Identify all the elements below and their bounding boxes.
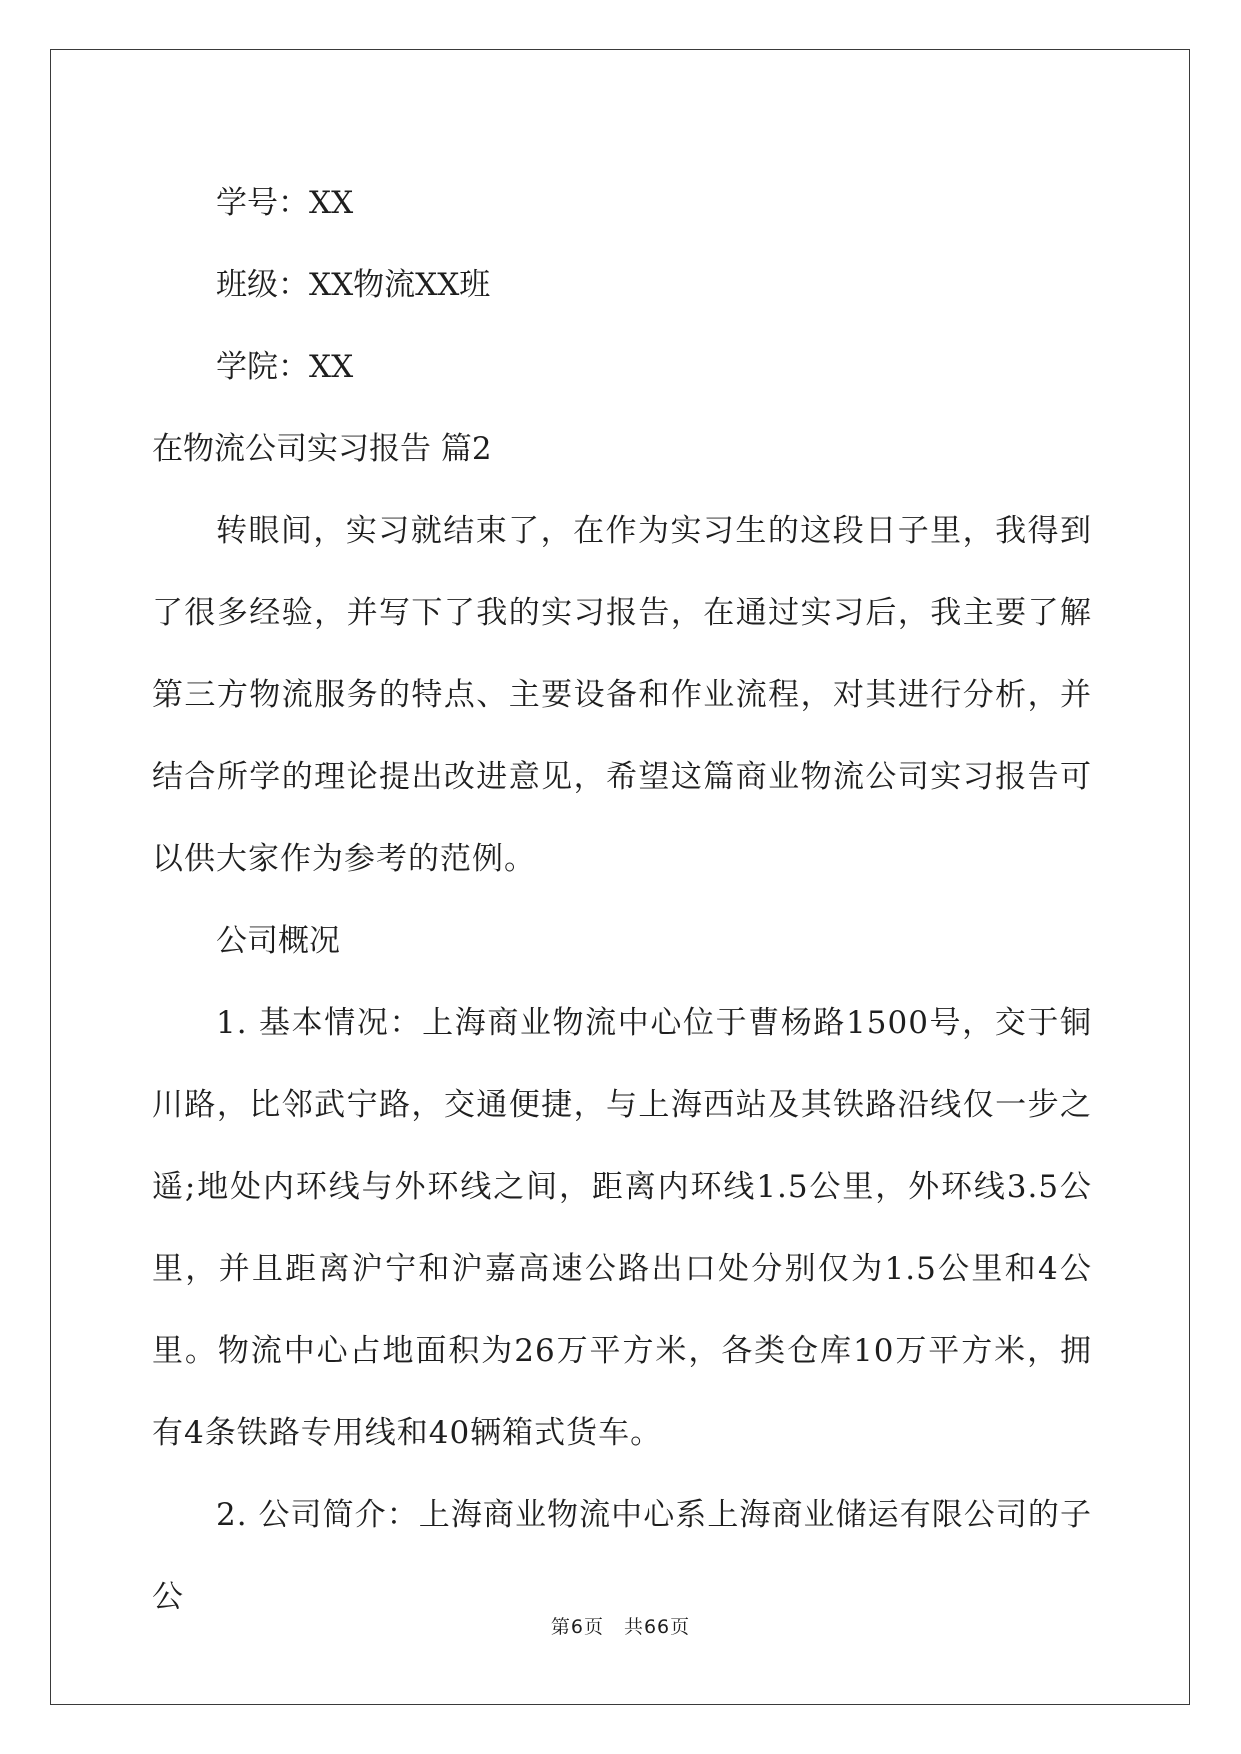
company-intro-paragraph: 2. 公司简介：上海商业物流中心系上海商业储运有限公司的子公 bbox=[152, 1497, 1092, 1615]
intro-paragraph: 转眼间，实习就结束了，在作为实习生的这段日子里，我得到了很多经验，并写下了我的实习报告，在通过实习后，我主要了解第三方物流服务的特点、主要设备和作业流程，对其进行分析，并结合所学的理论提出改进意见，希望这篇商业物流公司实习报告可以供大家作为参考的范例。 bbox=[152, 513, 1092, 877]
student-id-line: 学号：XX bbox=[216, 185, 354, 221]
section-title: 在物流公司实习报告 篇2 bbox=[152, 431, 492, 467]
college-line: 学院：XX bbox=[216, 349, 354, 385]
page-number: 第6页 共66页 bbox=[550, 1616, 691, 1638]
document-body bbox=[152, 162, 1092, 1638]
class-line: 班级：XX物流XX班 bbox=[216, 267, 491, 303]
basic-info-paragraph: 1. 基本情况：上海商业物流中心位于曹杨路1500号，交于铜川路，比邻武宁路，交通便捷，与上海西站及其铁路沿线仅一步之遥;地处内环线与外环线之间，距离内环线1.5公里，外环线3.5公里，并且距离沪宁和沪嘉高速公路出口处分别仅为1.5公里和4公里。物流中心占地面积为26万平方米，各类仓库10万平方米，拥有4条铁路专用线和40辆箱式货车。 bbox=[152, 1005, 1092, 1451]
company-overview-heading: 公司概况 bbox=[216, 923, 340, 959]
page-footer bbox=[0, 1612, 1241, 1639]
